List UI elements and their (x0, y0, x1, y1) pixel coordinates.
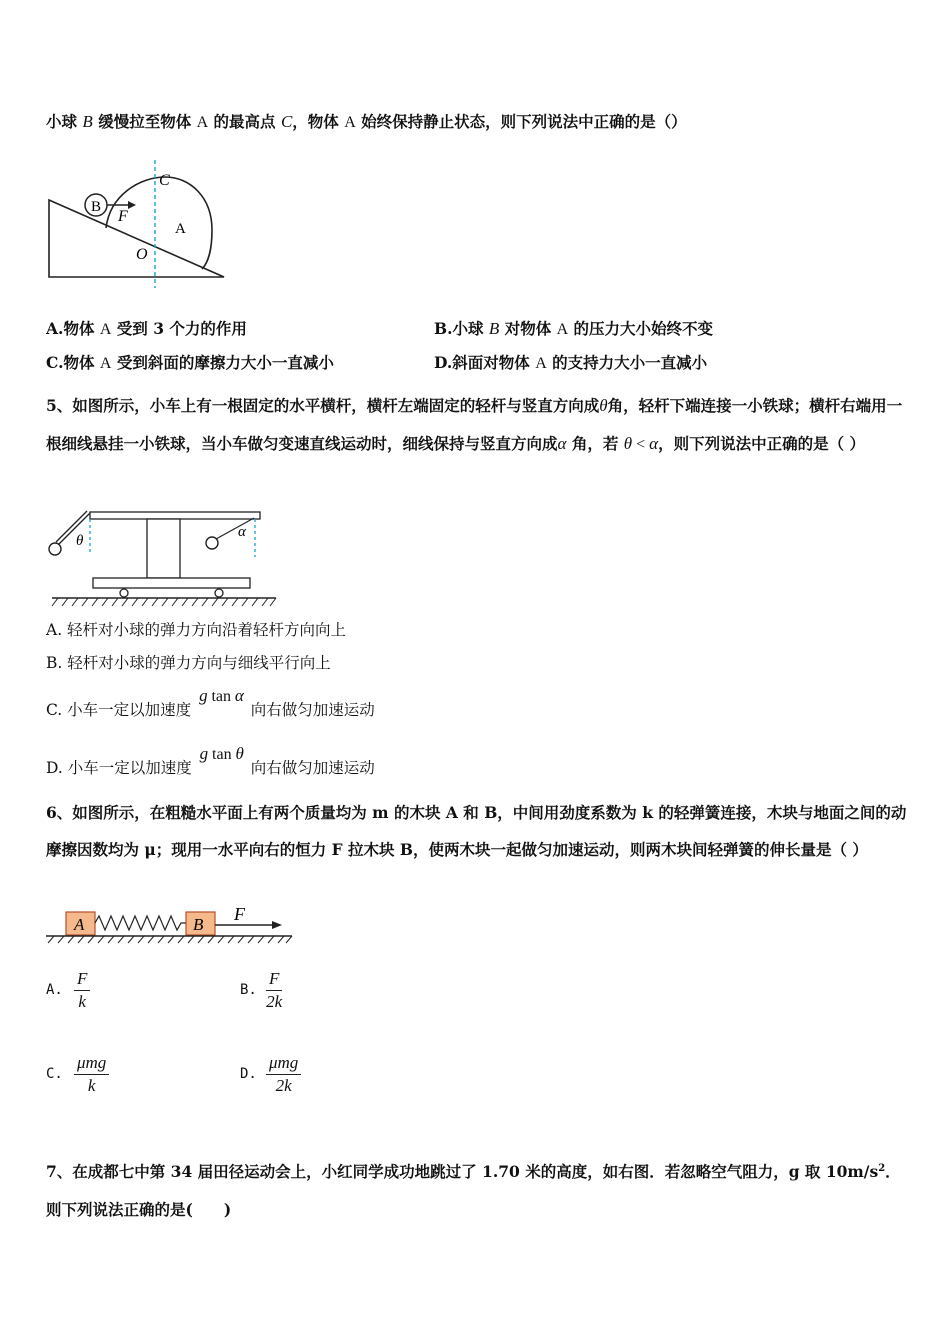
text-run: 角，轻杆下端连接一小铁球；横杆右端用一根细线悬挂一小铁球，当小车做匀变速直线运动时，细线保持与竖直方向成 (46, 396, 903, 453)
text-run: C. (46, 353, 64, 372)
text-run: 物体 (63, 319, 100, 338)
q5-option-a[interactable]: A. 轻杆对小球的弹力方向沿着轻杆方向向上 (46, 621, 347, 639)
text-run: B (488, 319, 500, 338)
string (216, 518, 254, 539)
text-run: A (556, 321, 569, 338)
q5-stem (46, 387, 908, 464)
q5-option-c-expr: g tan α (199, 686, 244, 705)
text-run: A (344, 114, 356, 131)
q6-stem: 6、如图所示，在粗糙水平面上有两个质量均为 m 的木块 A 和 B，中间用劲度系数为 k 的轻弹簧连接，木块与地面之间的动摩擦因数均为 μ；现用一水平向右的恒力 F 拉木块 B，使两木块一起做匀加速运动，则两木块间轻弹簧的伸长量是（ ） (46, 803, 907, 859)
text-run: A. (46, 319, 64, 338)
label-a: A (74, 915, 85, 934)
text-run: 斜面对物体 (452, 353, 536, 372)
label-f: F (234, 904, 245, 924)
text-run: θ (623, 434, 633, 453)
ball-right (206, 537, 218, 549)
q4-option-a[interactable] (46, 319, 247, 340)
q4-figure (40, 155, 235, 295)
label-b: B (193, 915, 204, 934)
q4-option-d[interactable] (434, 353, 707, 374)
text-run: A (196, 114, 209, 131)
q6-option-c-fraction: $\frac{\text{μmg}}{k}$ (74, 1052, 109, 1097)
text-run: B. (434, 319, 453, 338)
crossbar (90, 512, 260, 519)
q6-option-d-fraction: $\frac{\text{μmg}}{2k}$ (266, 1052, 301, 1097)
cart-base (93, 578, 250, 588)
label-theta: θ (76, 533, 84, 549)
label-f: F (118, 208, 128, 225)
q6-option-d[interactable] (240, 1052, 301, 1097)
text-run: θ (599, 396, 608, 415)
q6-option-a[interactable] (46, 968, 90, 1013)
text-run: 缓慢拉至物体 (92, 112, 197, 131)
q6-option-b-fraction: $\frac{F}{2k}$ (266, 969, 283, 1011)
text-run: D. (434, 353, 453, 372)
label-alpha: α (238, 524, 246, 540)
q5-option-d-text: D. 小车一定以加速度 (46, 759, 192, 777)
text-run: 小球 (46, 112, 83, 131)
q4-option-b[interactable] (434, 319, 713, 340)
text-run: α (649, 434, 659, 453)
text-run: 5、如图所示，小车上有一根固定的水平横杆，横杆左端固定的轻杆与竖直方向成 (46, 396, 600, 415)
q7-stem-tail: ．则下列说法正确的是( ) (46, 1162, 901, 1220)
q4-option-c[interactable] (46, 353, 334, 374)
q7-stem (46, 1150, 908, 1229)
text-run: A (99, 355, 112, 372)
incline (49, 200, 224, 277)
text-run: ，则下列说法中正确的是（ ） (658, 434, 865, 453)
text-run: 对物体 (499, 319, 557, 338)
text-run: 物体 (63, 353, 100, 372)
rigid-rod (59, 513, 90, 544)
text-run: A (535, 355, 547, 372)
q5-option-c[interactable] (46, 686, 375, 721)
q4-stem (46, 112, 687, 133)
label-a: A (175, 221, 186, 237)
q6-option-c-label: C. (46, 1066, 63, 1082)
q7-stem-text: 7、在成都七中第 34 届田径运动会上，小红同学成功地跳过了 1.70 米的高度，如右图．若忽略空气阻力，g 取 10m/s (46, 1162, 879, 1182)
q5-option-d-tail: 向右做匀加速运动 (250, 759, 375, 777)
spring (95, 916, 186, 930)
q5-option-d-expr: g tan θ (199, 744, 244, 763)
text-run: < (632, 436, 650, 453)
q6-option-c[interactable] (46, 1052, 109, 1097)
label-c: C (159, 172, 170, 189)
label-o: O (136, 246, 148, 263)
q6-option-a-fraction: $\frac{F}{k}$ (74, 968, 90, 1013)
text-run: ，物体 (292, 112, 345, 131)
post (147, 519, 180, 578)
text-run: 的支持力大小一直减小 (546, 353, 708, 372)
q5-option-b[interactable]: B. 轻杆对小球的弹力方向与细线平行向上 (46, 654, 331, 672)
q6-option-b-label: B. (240, 982, 257, 998)
q5-option-d[interactable] (46, 744, 375, 779)
text-run: 受到 3 个力的作用 (111, 319, 247, 338)
text-run: 角，若 (566, 434, 624, 453)
q6-option-b[interactable] (240, 968, 282, 1013)
text-run: 始终保持静止状态，则下列说法中正确的是（） (355, 112, 687, 131)
q6-option-d-label: D. (240, 1066, 257, 1082)
ball-left (49, 543, 61, 555)
text-run: C (280, 112, 293, 131)
text-run: α (557, 434, 567, 453)
q6-figure (44, 902, 294, 947)
label-b: B (91, 199, 102, 215)
q5-option-c-tail: 向右做匀加速运动 (250, 701, 375, 719)
text-run: 的最高点 (208, 112, 281, 131)
ground-hatch (52, 598, 276, 606)
q5-option-c-text: C. 小车一定以加速度 (46, 701, 192, 719)
text-run: B (82, 112, 93, 131)
q6-option-a-label: A. (46, 982, 63, 998)
text-run: A (99, 321, 112, 338)
q5-figure (44, 505, 280, 610)
text-run: 的压力大小始终不变 (568, 319, 714, 338)
wheel-right (215, 589, 223, 597)
text-run: 小球 (452, 319, 489, 338)
wheel-left (120, 589, 128, 597)
q7-stem-sup: 2 (878, 1163, 886, 1174)
text-run: 受到斜面的摩擦力大小一直减小 (111, 353, 334, 372)
